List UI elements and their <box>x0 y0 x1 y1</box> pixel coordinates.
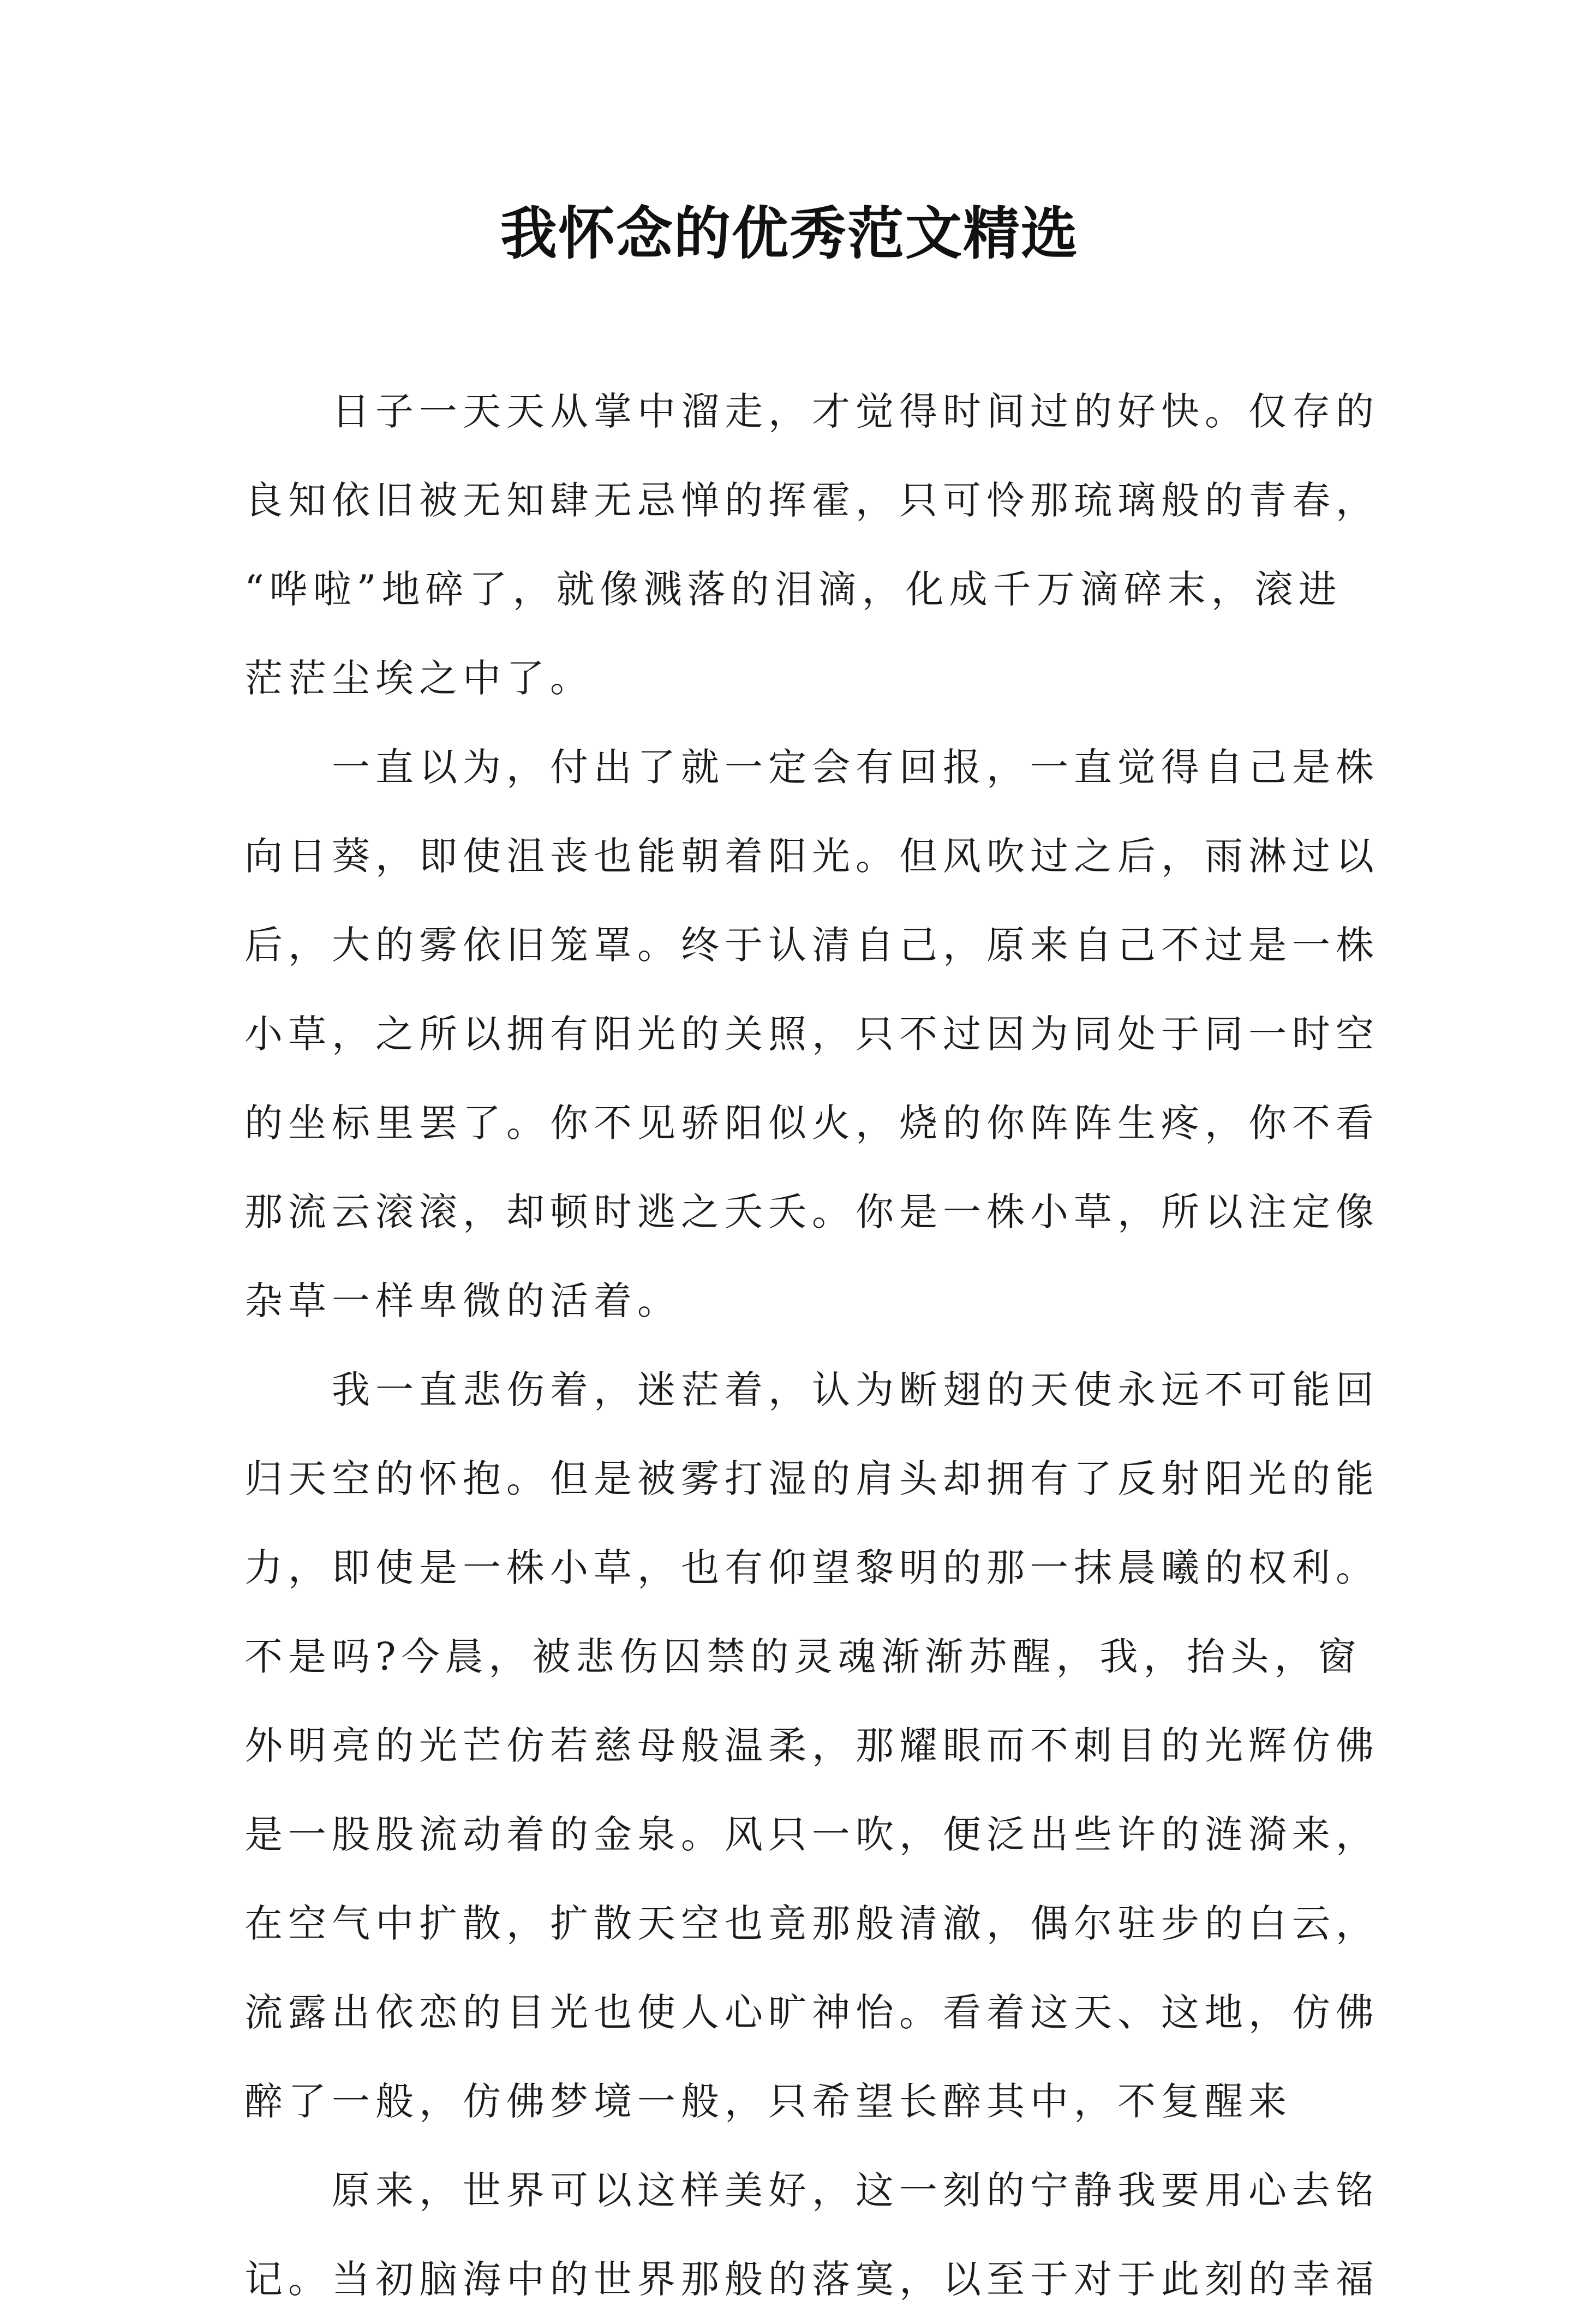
paragraph-3-line-6: 是一股股流动着的金泉。风只一吹，便泛出些许的涟漪来， <box>244 1812 1379 1857</box>
paragraph-2-line-5: 的坐标里罢了。你不见骄阳似火，烧的你阵阵生疼，你不看 <box>244 1101 1379 1145</box>
paragraph-3-line-5: 外明亮的光芒仿若慈母般温柔，那耀眼而不刺目的光辉仿佛 <box>244 1723 1379 1768</box>
paragraph-2-line-3: 后，大的雾依旧笼罩。终于认清自己，原来自己不过是一株 <box>244 923 1379 967</box>
paragraph-1-line-3: “哗啦”地碎了，就像溅落的泪滴，化成千万滴碎末，滚进 <box>244 567 1342 612</box>
paragraph-3-line-9: 醉了一般，仿佛梦境一般，只希望长醉其中，不复醒来 <box>244 2079 1292 2124</box>
paragraph-3-line-8: 流露出依恋的目光也使人心旷神怡。看着这天、这地，仿佛 <box>244 1990 1379 2035</box>
paragraph-1-line-1: 日子一天天从掌中溜走，才觉得时间过的好快。仅存的 <box>332 389 1379 434</box>
document-title: 我怀念的优秀范文精选 <box>500 200 1079 267</box>
paragraph-2-line-7: 杂草一样卑微的活着。 <box>244 1279 681 1323</box>
paragraph-4-line-2: 记。当初脑海中的世界那般的落寞，以至于对于此刻的幸福 <box>244 2257 1379 2302</box>
paragraph-2-line-1: 一直以为，付出了就一定会有回报，一直觉得自己是株 <box>332 745 1379 790</box>
paragraph-1-line-4: 茫茫尘埃之中了。 <box>244 656 594 701</box>
paragraph-4-line-1: 原来，世界可以这样美好，这一刻的宁静我要用心去铭 <box>332 2168 1379 2213</box>
paragraph-3-line-4: 不是吗?今晨，被悲伤囚禁的灵魂渐渐苏醒，我，抬头，窗 <box>244 1634 1362 1679</box>
paragraph-2-line-2: 向日葵，即使沮丧也能朝着阳光。但风吹过之后，雨淋过以 <box>244 834 1379 879</box>
paragraph-1-line-2: 良知依旧被无知肆无忌惮的挥霍，只可怜那琉璃般的青春， <box>244 478 1379 523</box>
document-body <box>244 367 1379 2324</box>
paragraph-2-line-6: 那流云滚滚，却顿时逃之夭夭。你是一株小草，所以注定像 <box>244 1190 1379 1234</box>
paragraph-3-line-2: 归天空的怀抱。但是被雾打湿的肩头却拥有了反射阳光的能 <box>244 1456 1379 1501</box>
paragraph-2-line-4: 小草，之所以拥有阳光的关照，只不过因为同处于同一时空 <box>244 1012 1379 1056</box>
paragraph-3-line-1: 我一直悲伤着，迷茫着，认为断翅的天使永远不可能回 <box>332 1367 1379 1412</box>
paragraph-3-line-7: 在空气中扩散，扩散天空也竟那般清澈，偶尔驻步的白云， <box>244 1901 1379 1946</box>
paragraph-3-line-3: 力，即使是一株小草，也有仰望黎明的那一抹晨曦的权利。 <box>244 1545 1379 1590</box>
